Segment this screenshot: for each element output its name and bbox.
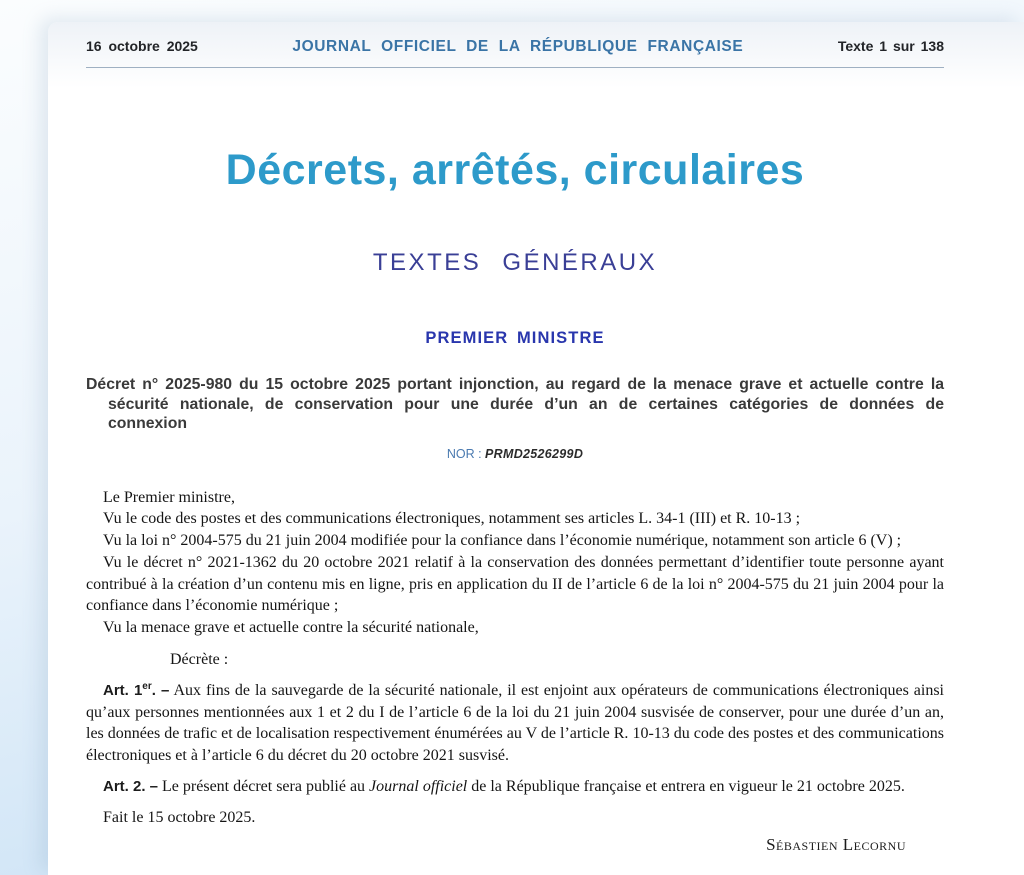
fait-line: Fait le 15 octobre 2025. <box>103 808 256 826</box>
article-2-text-after: de la République française et entrera en vigueur le 21 octobre 2025. <box>471 778 905 796</box>
signature: Sébastien Lecornu <box>766 834 906 854</box>
issue-date: 16 octobre 2025 <box>86 38 198 54</box>
article-1-text: Aux fins de la sauvegarde de la sécurité nationale, il est enjoint aux opérateurs de communications électroniques ainsi qu’aux personnes mentionnées aux 1 et 2 du I de l’article 6 de la loi du 21 juin 2004 susvisée de conserver, pour une durée d’un an, les données de trafic et de localisation respectivement énumérées au V de l’article R. 10-13 du code des postes et des communications électroniques et à l’article 6 du décret du 20 octobre 2021 susvisé. <box>86 681 945 765</box>
nor-value: PRMD2526299D <box>485 446 584 461</box>
masthead <box>86 36 944 56</box>
article-2-italic-journal: Journal officiel <box>369 778 468 796</box>
journal-title: JOURNAL OFFICIEL DE LA RÉPUBLIQUE FRANÇAISE <box>292 38 744 55</box>
decree-heading: Décret n° 2025-980 du 15 octobre 2025 portant injonction, au regard de la menace grave et actuelle contre la sécurité nationale, de conservation pour une durée d’un an de certaines catégories de données de connexion <box>86 376 944 432</box>
preamble-line-5: Vu la menace grave et actuelle contre la sécurité nationale, <box>103 619 479 637</box>
article-1-label: Art. 1er. – <box>103 680 170 699</box>
preamble-line-2: Vu le code des postes et des communications électroniques, notamment ses articles L. 34-1 (III) et R. 10-13 ; <box>103 510 801 528</box>
decrete-line: Décrète : <box>170 651 229 669</box>
article-1-superscript: er <box>142 680 152 692</box>
preamble-line-1: Le Premier ministre, <box>103 488 235 506</box>
section-title: Décrets, arrêtés, circulaires <box>225 146 805 194</box>
article-2 <box>86 776 944 798</box>
texte-counter: Texte 1 sur 138 <box>837 38 944 54</box>
article-2-label: Art. 2. – <box>103 778 159 796</box>
preamble-line-3: Vu la loi n° 2004-575 du 21 juin 2004 modifiée pour la confiance dans l’économie numérique, notamment son article 6 (V) ; <box>103 532 902 550</box>
article-1 <box>86 680 944 767</box>
section-subtitle: TEXTES GÉNÉRAUX <box>372 249 658 276</box>
article-2-text-before: Le présent décret sera publié au <box>162 778 366 796</box>
document-page <box>48 22 1024 875</box>
header-divider <box>86 67 944 68</box>
decree-body <box>86 487 944 856</box>
nor-line <box>86 447 944 461</box>
preamble-line-4: Vu le décret n° 2021-1362 du 20 octobre 2021 relatif à la conservation des données permettant d’identifier toute personne ayant contribué à la création d’un contenu mis en ligne, pris en application du II de l’article 6 de la loi n° 2004-575 du 21 juin 2004 pour la confiance dans l’économie numérique ; <box>86 553 944 615</box>
ministry-heading: PREMIER MINISTRE <box>425 329 605 347</box>
nor-label: NOR : <box>446 446 482 461</box>
